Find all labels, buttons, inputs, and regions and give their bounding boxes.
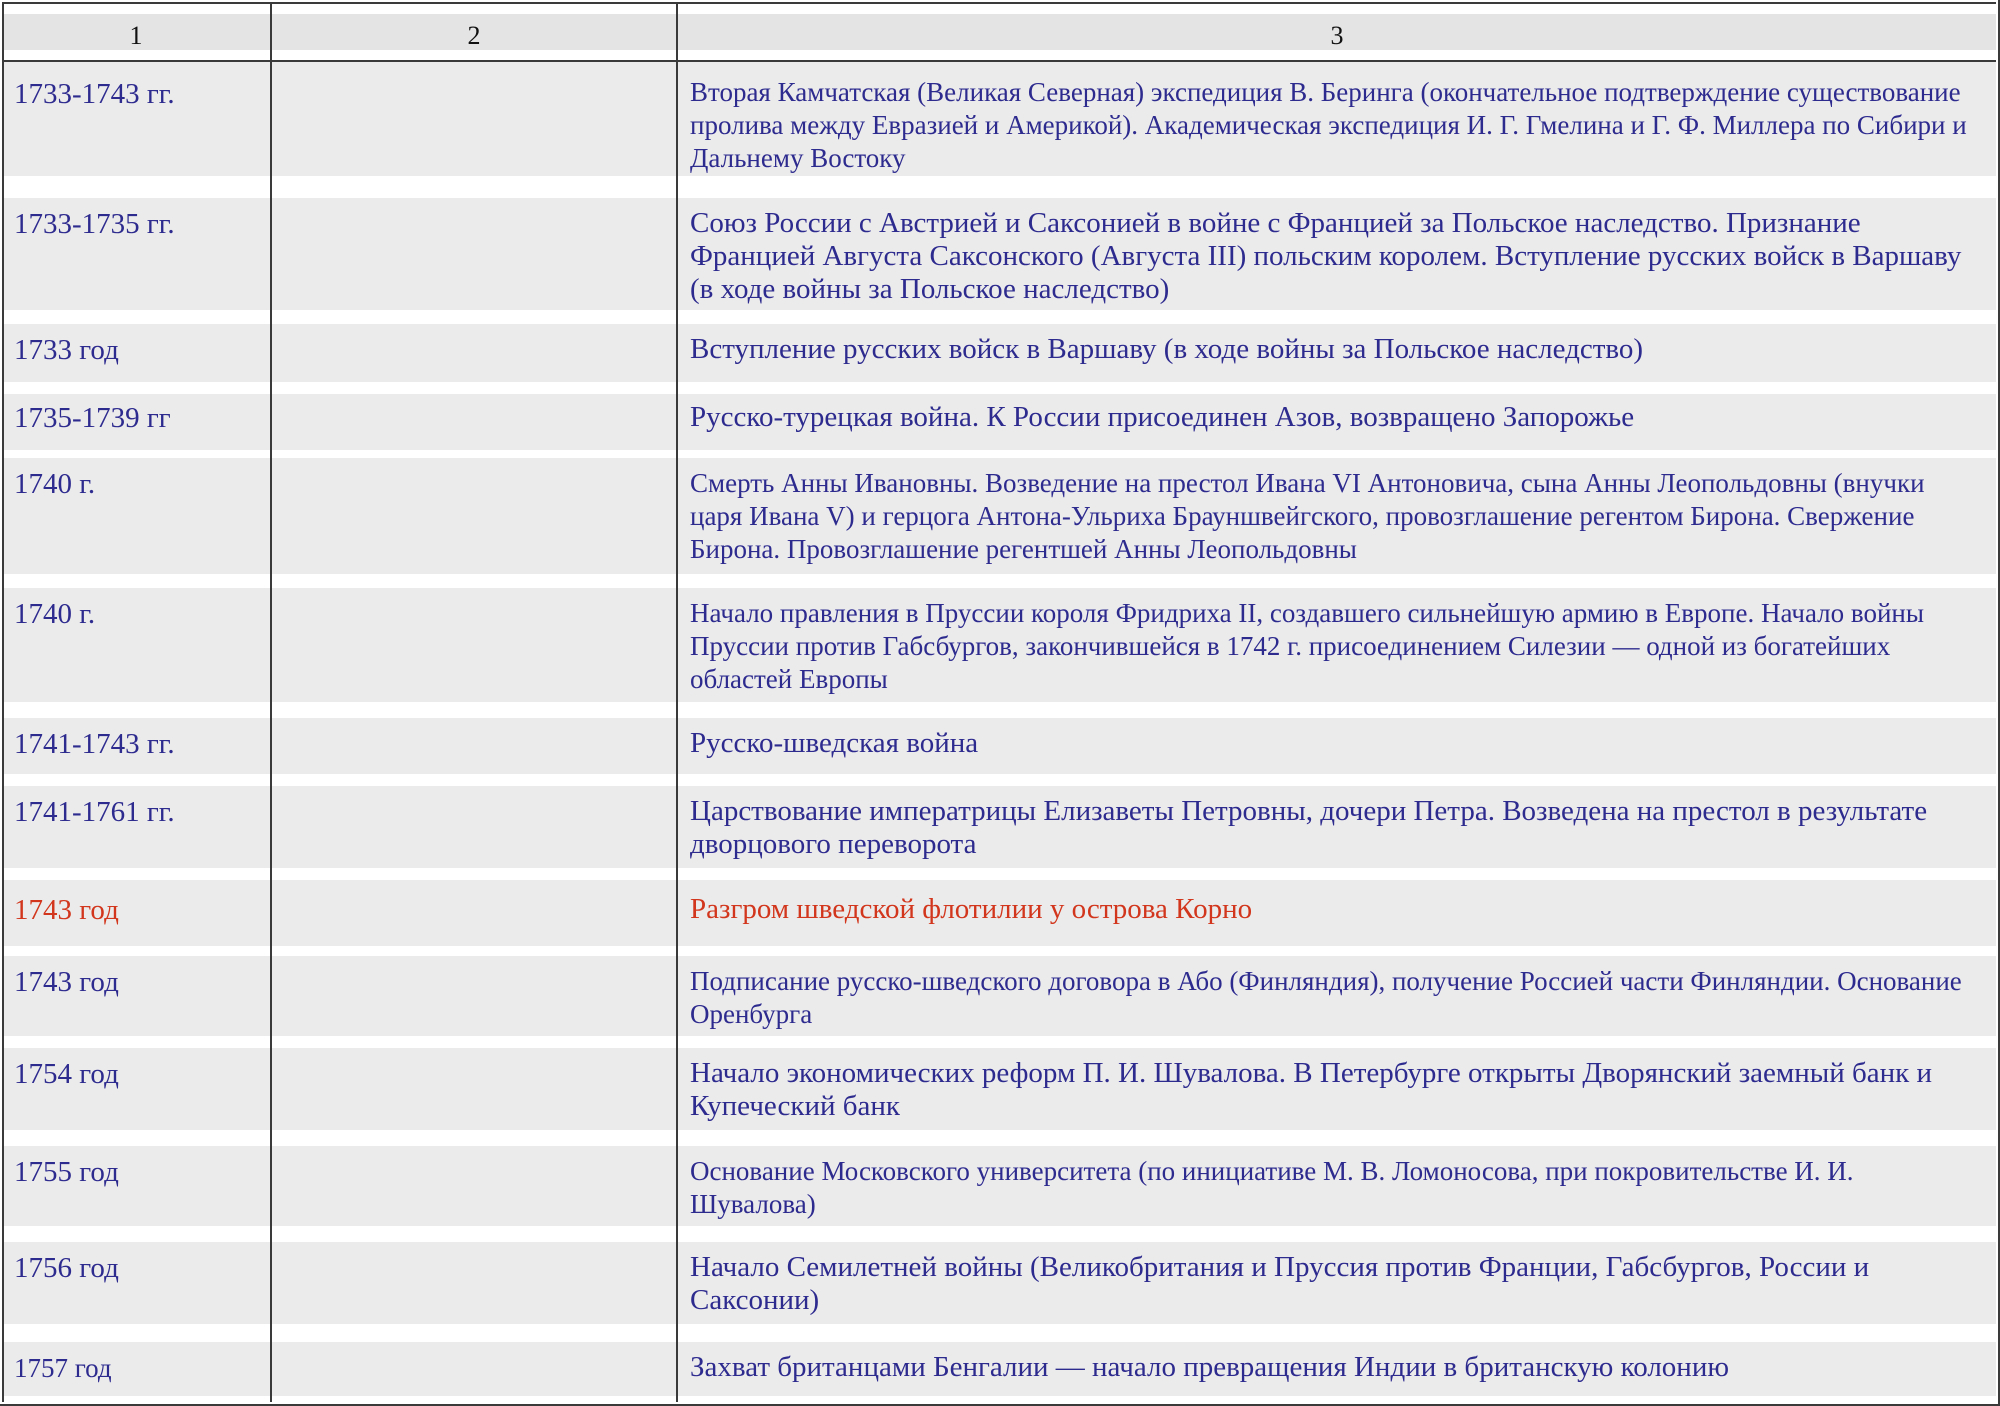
table-row	[2, 1146, 1996, 1226]
empty-cell	[272, 324, 676, 382]
chronology-table	[2, 2, 1996, 1402]
table-header	[2, 2, 1996, 60]
table-row	[2, 1342, 1996, 1396]
row-event: Начало правления в Пруссии короля Фридриха II, создавшего сильнейшую армию в Европе. Начало войны Пруссии против Габсбургов, закончившейся в 1742 г. присоединением Силезии — одной из богатейших областей Европы	[690, 598, 1924, 694]
table-row	[2, 880, 1996, 946]
empty-cell	[272, 458, 676, 574]
table-row	[2, 786, 1996, 868]
row-date-highlight: 1743 год	[14, 894, 119, 926]
empty-cell	[272, 1342, 676, 1396]
row-event: Вторая Камчатская (Великая Северная) экспедиция В. Беринга (окончательное подтверждение существование пролива между Евразией и Америкой). Академическая экспедиция И. Г. Гмелина и Г. Ф. Миллера по Сибири и Дальнему Востоку	[690, 77, 1967, 173]
row-event: Царствование императрицы Елизаветы Петровны, дочери Петра. Возведена на престол в результате дворцового переворота	[690, 795, 1928, 860]
header-col-1: 1	[129, 21, 143, 50]
table-row	[2, 1048, 1996, 1130]
row-date: 1757 год	[14, 1353, 112, 1383]
row-date: 1754 год	[14, 1058, 119, 1090]
table-row	[2, 956, 1996, 1036]
header-col-3: 3	[1330, 21, 1344, 50]
empty-cell	[272, 588, 676, 702]
empty-cell	[272, 394, 676, 450]
table-row	[2, 588, 1996, 702]
row-event: Основание Московского университета (по инициативе М. В. Ломоносова, при покровительстве И. И. Шувалова)	[690, 1156, 1854, 1219]
row-date: 1741-1743 гг.	[14, 728, 175, 760]
table-row	[2, 324, 1996, 382]
grid-line-top	[2, 2, 1996, 4]
row-event: Начало экономических реформ П. И. Шувалова. В Петербурге открыты Дворянский заемный банк и Купеческий банк	[690, 1057, 1933, 1122]
row-date: 1756 год	[14, 1252, 119, 1284]
row-event: Союз России с Австрией и Саксонией в войне с Францией за Польское наследство. Признание Францией Августа Саксонского (Августа III) польским королем. Вступление русских войск в Варшаву (в ходе войны за Польское наследство)	[690, 207, 1962, 305]
table-row	[2, 62, 1996, 176]
table-row	[2, 718, 1996, 774]
row-date: 1740 г.	[14, 468, 96, 500]
row-event: Русско-шведская война	[690, 727, 979, 759]
empty-cell	[272, 956, 676, 1036]
empty-cell	[272, 1146, 676, 1226]
row-date: 1733-1743 гг.	[14, 78, 175, 110]
row-event: Вступление русских войск в Варшаву (в ходе войны за Польское наследство)	[690, 333, 1644, 365]
table-row	[2, 394, 1996, 450]
empty-cell	[272, 786, 676, 868]
empty-cell	[272, 880, 676, 946]
row-event: Подписание русско-шведского договора в Або (Финляндия), получение Россией части Финляндии. Основание Оренбурга	[690, 966, 1962, 1029]
row-date: 1740 г.	[14, 598, 96, 630]
empty-cell	[272, 1048, 676, 1130]
header-divider	[2, 60, 1996, 62]
table-row	[2, 1242, 1996, 1324]
row-event: Начало Семилетней войны (Великобритания и Пруссия против Франции, Габсбургов, России и Саксонии)	[690, 1251, 1870, 1316]
row-event-highlight: Разгром шведской флотилии у острова Корно	[690, 893, 1253, 925]
row-date: 1741-1761 гг.	[14, 796, 175, 828]
row-event: Русско-турецкая война. К России присоединен Азов, возвращено Запорожье	[690, 401, 1635, 433]
header-col-2: 2	[467, 21, 481, 50]
table-row	[2, 458, 1996, 574]
empty-cell	[272, 1242, 676, 1324]
row-date: 1755 год	[14, 1156, 119, 1188]
column-divider-2	[676, 2, 678, 1402]
grid-line-left	[2, 2, 4, 1402]
row-date: 1743 год	[14, 966, 119, 998]
column-divider-1	[270, 2, 272, 1402]
table-row	[2, 198, 1996, 310]
row-event: Захват британцами Бенгалии — начало превращения Индии в британскую колонию	[690, 1351, 1730, 1383]
row-date: 1735-1739 гг	[14, 402, 171, 434]
empty-cell	[272, 62, 676, 176]
empty-cell	[272, 718, 676, 774]
row-date: 1733 год	[14, 334, 119, 366]
row-event: Смерть Анны Ивановны. Возведение на престол Ивана VI Антоновича, сына Анны Леопольдовны (внучки царя Ивана V) и герцога Антона-Ульриха Брауншвейгского, провозглашение регентом Бирона. Свержение Бирона. Провозглашение регентшей Анны Леопольдовны	[690, 468, 1925, 564]
row-date: 1733-1735 гг.	[14, 208, 175, 240]
empty-cell	[272, 198, 676, 310]
